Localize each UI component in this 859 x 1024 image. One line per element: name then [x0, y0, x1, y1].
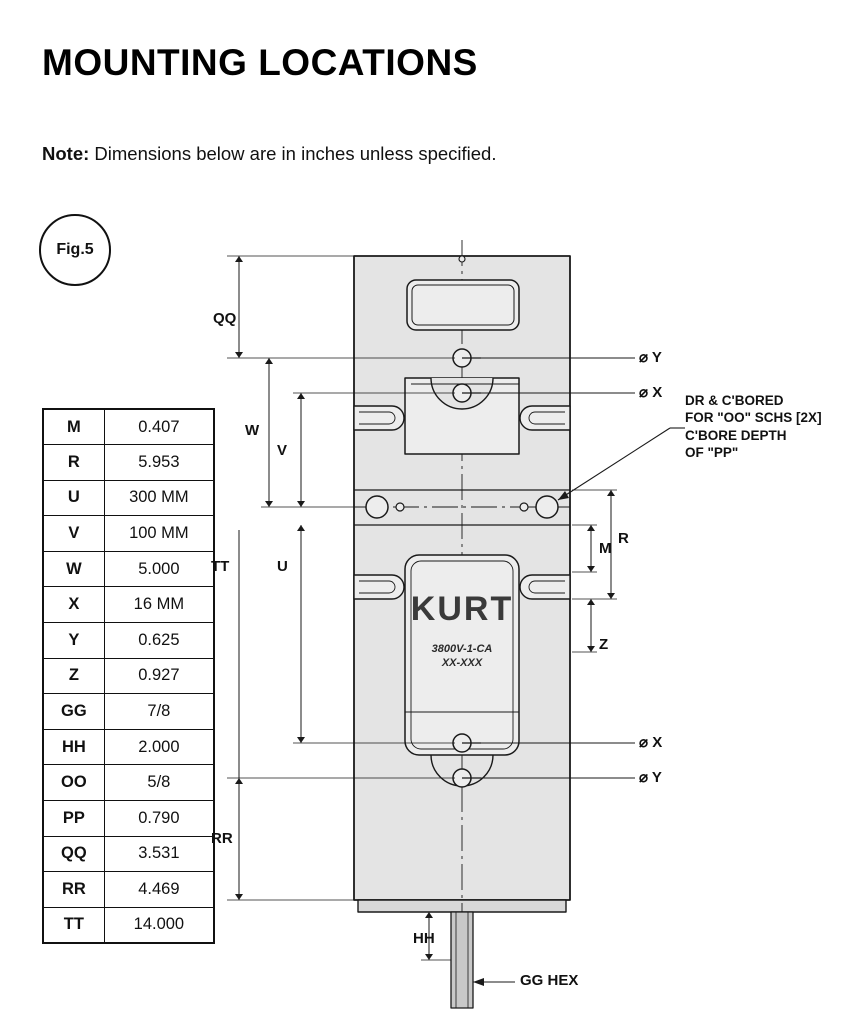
arrow-z-top [587, 599, 595, 605]
dim-key: PP [43, 801, 104, 837]
dim-value: 300 MM [104, 480, 214, 516]
figure-badge [39, 214, 111, 286]
leader-cbore [558, 428, 670, 500]
dim-value: 0.927 [104, 658, 214, 694]
arrow-rr-top [235, 778, 243, 784]
dim-key: OO [43, 765, 104, 801]
note-line [42, 143, 497, 165]
dim-value: 7/8 [104, 694, 214, 730]
dim-key: HH [43, 729, 104, 765]
label-rr: RR [211, 830, 233, 847]
cbore-pilot-right [520, 503, 528, 511]
table-row [43, 872, 214, 908]
top-recess [407, 280, 519, 330]
slot-left-lower [354, 575, 404, 599]
dim-key: M [43, 409, 104, 445]
arrow-w-bottom [265, 501, 273, 507]
note-label: Note: [42, 143, 90, 164]
arrow-qq-bottom [235, 352, 243, 358]
dim-value: 16 MM [104, 587, 214, 623]
hex-shaft [451, 912, 473, 1008]
arrow-u-top [297, 525, 305, 531]
dim-key: U [43, 480, 104, 516]
label-dia-x-top: ⌀ X [639, 384, 663, 401]
dim-key: QQ [43, 836, 104, 872]
cbore-callout-line: DR & C'BORED [685, 393, 784, 408]
cbore-callout [685, 392, 822, 461]
label-w: W [245, 422, 260, 439]
cbore-hole-right [536, 496, 558, 518]
arrow-z-bottom [587, 646, 595, 652]
label-dia-y-bottom: ⌀ Y [639, 769, 662, 786]
table-row [43, 729, 214, 765]
dim-value: 14.000 [104, 907, 214, 943]
dim-key: RR [43, 872, 104, 908]
table-row [43, 836, 214, 872]
cbore-callout-line: FOR "OO" SCHS [2X] [685, 410, 822, 426]
dim-value: 0.625 [104, 623, 214, 659]
table-row [43, 623, 214, 659]
dim-key: Y [43, 623, 104, 659]
model-sub-text: XX-XXX [441, 657, 483, 669]
table-row [43, 409, 214, 445]
label-gg-hex: GG HEX [520, 972, 579, 989]
dim-key: R [43, 445, 104, 481]
label-z: Z [599, 636, 609, 653]
dim-key: V [43, 516, 104, 552]
top-small-hole [459, 256, 465, 262]
arrow-r-bottom [607, 593, 615, 599]
dim-value: 0.790 [104, 801, 214, 837]
table-row [43, 516, 214, 552]
dim-value: 5/8 [104, 765, 214, 801]
drawing-svg [215, 200, 859, 1024]
table-row [43, 907, 214, 943]
table-row [43, 765, 214, 801]
dim-key: TT [43, 907, 104, 943]
dim-key: Z [43, 658, 104, 694]
dim-value: 100 MM [104, 516, 214, 552]
dim-key: X [43, 587, 104, 623]
arrow-qq-top [235, 256, 243, 262]
slot-left-upper [354, 406, 404, 430]
table-row [43, 445, 214, 481]
page-title: MOUNTING LOCATIONS [42, 42, 478, 83]
arrow-u-bottom [297, 737, 305, 743]
brand-recess [405, 555, 519, 755]
label-v: V [277, 442, 288, 459]
label-hh: HH [413, 930, 435, 947]
arrow-rr-bottom [235, 894, 243, 900]
arrow-gg-hex [473, 978, 484, 986]
label-m: M [599, 540, 612, 557]
table-row [43, 587, 214, 623]
dim-value: 0.407 [104, 409, 214, 445]
label-tt: TT [211, 558, 230, 575]
dim-value: 5.953 [104, 445, 214, 481]
arrow-hh-bottom [425, 954, 433, 960]
dim-value: 3.531 [104, 836, 214, 872]
arrow-m-bottom [587, 566, 595, 572]
label-qq: QQ [213, 310, 237, 327]
dim-value: 4.469 [104, 872, 214, 908]
figure-badge-label: Fig.5 [56, 241, 94, 258]
label-dia-x-bottom: ⌀ X [639, 734, 663, 751]
label-u: U [277, 558, 288, 575]
arrow-v-bottom [297, 501, 305, 507]
table-row [43, 694, 214, 730]
arrow-w-top [265, 358, 273, 364]
arrow-hh-top [425, 912, 433, 918]
label-dia-y-top: ⌀ Y [639, 349, 662, 366]
table-row [43, 551, 214, 587]
table-row [43, 658, 214, 694]
model-text: 3800V-1-CA [431, 643, 493, 655]
slot-right-lower [520, 575, 570, 599]
label-r: R [618, 530, 629, 547]
table-row [43, 801, 214, 837]
technical-drawing [211, 200, 859, 1024]
table-row [43, 480, 214, 516]
dim-value: 2.000 [104, 729, 214, 765]
arrow-m-top [587, 525, 595, 531]
arrow-v-top [297, 393, 305, 399]
cbore-pilot-left [396, 503, 404, 511]
dim-value: 5.000 [104, 551, 214, 587]
cbore-hole-left [366, 496, 388, 518]
dimension-table [42, 408, 215, 944]
slot-right-upper [520, 406, 570, 430]
cbore-callout-line: C'BORE DEPTH [685, 427, 787, 443]
dim-key: W [43, 551, 104, 587]
arrow-r-top [607, 490, 615, 496]
note-text: Dimensions below are in inches unless specified. [89, 143, 497, 164]
brand-text: KURT [410, 590, 514, 628]
dim-key: GG [43, 694, 104, 730]
cbore-callout-line: OF "PP" [685, 444, 739, 460]
